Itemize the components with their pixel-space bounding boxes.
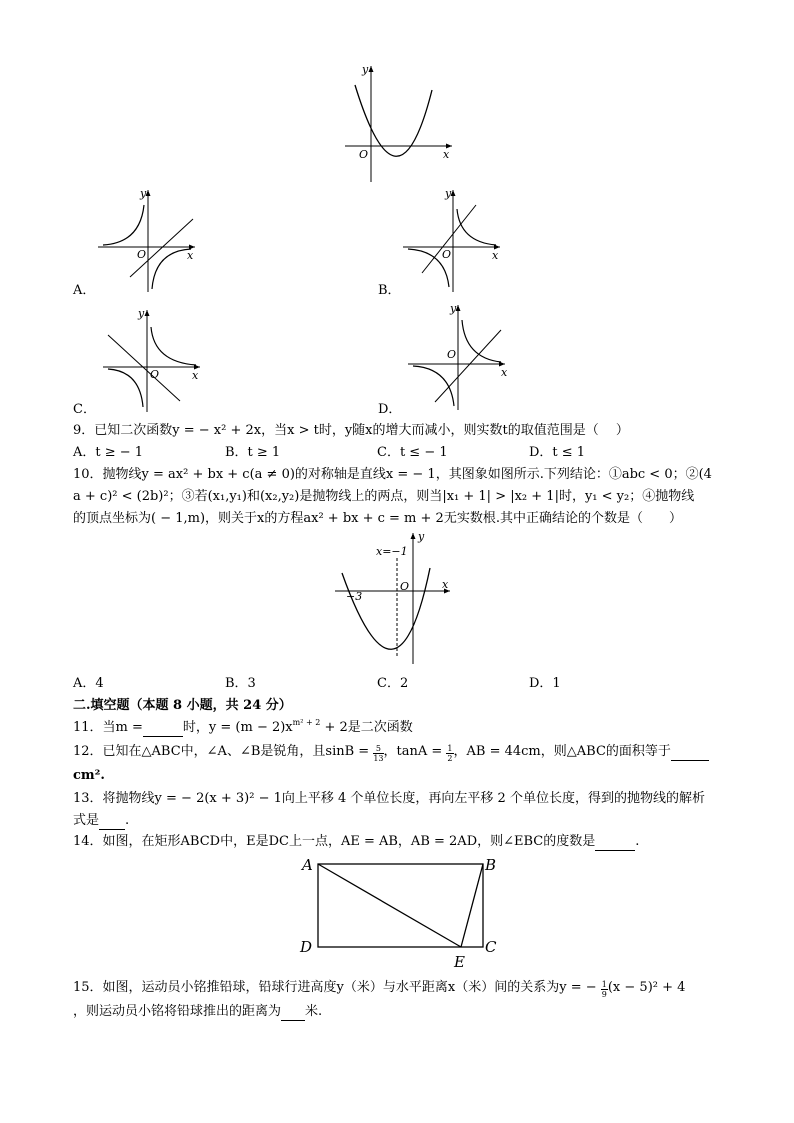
top-y-label: y <box>362 63 369 76</box>
q11-blank[interactable] <box>143 720 183 737</box>
q10-x-label: x <box>442 578 449 591</box>
d-x-label: x <box>501 366 508 379</box>
q13-line2-suffix: . <box>125 813 130 828</box>
a-x-label: x <box>187 249 194 262</box>
q11 <box>73 720 413 737</box>
q14-stem: 14．如图，在矩形ABCD中，E是DC上一点，AE = AB，AB = 2AD，则∠EBC的度数是 <box>73 834 596 849</box>
q15-line2-prefix: ，则运动员小铭将铅球推出的距离为 <box>73 1004 282 1019</box>
q15-blank[interactable] <box>281 1004 305 1021</box>
q8-option-a-label[interactable]: A． <box>73 283 96 298</box>
top-parabola-figure <box>340 60 460 185</box>
q9-option-a[interactable]: A．t ≥ − 1 <box>73 445 144 460</box>
q14-label-b: B <box>485 856 497 874</box>
q15-frac-den: 9 <box>601 990 607 999</box>
a-y-label: y <box>140 187 147 200</box>
q13-line1: 13．将抛物线y = − 2(x + 3)² − 1向上平移 4 个单位长度，再向左平移 2 个单位长度，得到的抛物线的解析 <box>73 791 705 806</box>
q11-exponent: m² + 2 <box>292 718 321 727</box>
q10-line1: 10．抛物线y = ax² + bx + c(a ≠ 0)的对称轴是直线x = − 1，其图象如图所示.下列结论：①abc < 0；②(4 <box>73 467 712 482</box>
c-origin-label: O <box>150 368 160 381</box>
d-origin-label: O <box>447 348 457 361</box>
q14-suffix: . <box>635 834 640 849</box>
q8-option-c-graph <box>100 305 210 415</box>
q10-option-a[interactable]: A．4 <box>73 676 104 691</box>
q10-option-d[interactable]: D．1 <box>529 676 561 691</box>
q14-label-a: A <box>302 856 313 874</box>
q12-frac1-den: 13 <box>373 754 384 763</box>
q10-option-c[interactable]: C．2 <box>377 676 409 691</box>
q13-blank[interactable] <box>99 813 125 830</box>
b-y-label: y <box>445 187 452 200</box>
b-x-label: x <box>492 249 499 262</box>
q8-option-d-label[interactable]: D． <box>378 402 402 417</box>
section2-title: 二.填空题（本题 8 小题，共 24 分） <box>73 698 292 713</box>
q8-option-c-label[interactable]: C． <box>73 402 96 417</box>
q11-suffix: + 2是二次函数 <box>320 720 413 735</box>
q8-option-b-label[interactable]: B． <box>378 283 401 298</box>
q14 <box>73 834 639 851</box>
q14-rectangle-figure <box>295 853 510 970</box>
q10-line3: 的顶点坐标为( − 1,m)，则关于x的方程ax² + bx + c = m + 2无实数根.其中正确结论的个数是（ ） <box>73 511 682 526</box>
q15-fraction <box>601 980 608 999</box>
q14-blank[interactable] <box>595 834 635 851</box>
q13-line2 <box>73 813 129 830</box>
q10-origin: O <box>400 580 410 593</box>
top-x-label: x <box>443 148 450 161</box>
q12 <box>73 744 709 763</box>
q12-part1: 12．已知在△ABC中，∠A、∠B是锐角，且sinB = <box>73 744 370 759</box>
q11-mid: 时，y = (m − 2)x <box>182 720 293 735</box>
q11-prefix: 11．当m = <box>73 720 143 735</box>
q10-parabola-figure <box>330 528 460 668</box>
q15-line1 <box>73 980 685 999</box>
a-origin-label: O <box>137 248 147 261</box>
top-origin-label: O <box>359 148 369 161</box>
q9-stem: 9．已知二次函数y = − x² + 2x，当x > t时，y随x的增大而减小，则实数t的取值范围是（ ） <box>73 423 629 438</box>
q14-label-c: C <box>485 938 497 956</box>
q9-option-c[interactable]: C．t ≤ − 1 <box>377 445 448 460</box>
q12-frac2-num: 1 <box>447 744 453 753</box>
q9-option-b[interactable]: B．t ≥ 1 <box>225 445 281 460</box>
q15-line2-suffix: 米. <box>305 1004 323 1019</box>
q13-line2-prefix: 式是 <box>73 813 100 828</box>
q12-part3: ，AB = 44cm，则△ABC的面积等于 <box>453 744 671 759</box>
q10-axis-label: x=−1 <box>376 545 408 558</box>
q10-y-label: y <box>418 530 425 543</box>
c-y-label: y <box>138 307 145 320</box>
q15-line2 <box>73 1004 322 1021</box>
q14-label-d: D <box>300 938 313 956</box>
d-y-label: y <box>450 302 457 315</box>
q12-line2: cm². <box>73 768 105 783</box>
q8-option-b-graph <box>400 185 510 295</box>
q8-option-a-graph <box>95 185 205 295</box>
q14-label-e: E <box>454 953 465 971</box>
q8-option-d-graph <box>405 300 515 415</box>
q15-line1-prefix: 15．如图，运动员小铭推铅球，铅球行进高度y（米）与水平距离x（米）间的关系为y = − <box>73 980 597 995</box>
q10-line2: a + c)² < (2b)²；③若(x₁,y₁)和(x₂,y₂)是抛物线上的两点，则当|x₁ + 1| > |x₂ + 1|时，y₁ < y₂；④抛物线 <box>73 489 695 504</box>
q12-part2: ，tanA = <box>383 744 443 759</box>
q12-tana-fraction <box>446 744 453 763</box>
q12-blank[interactable] <box>671 744 709 761</box>
b-origin-label: O <box>442 248 452 261</box>
q10-left-root: −3 <box>346 590 363 603</box>
q9-option-d[interactable]: D．t ≤ 1 <box>529 445 586 460</box>
q12-sinb-fraction <box>373 744 383 763</box>
q10-option-b[interactable]: B．3 <box>225 676 256 691</box>
c-x-label: x <box>192 369 199 382</box>
q12-frac2-den: 2 <box>447 754 453 763</box>
q15-line1-suffix: (x − 5)² + 4 <box>607 980 686 995</box>
q15-frac-num: 1 <box>601 980 607 989</box>
q12-frac1-num: 5 <box>373 744 383 754</box>
